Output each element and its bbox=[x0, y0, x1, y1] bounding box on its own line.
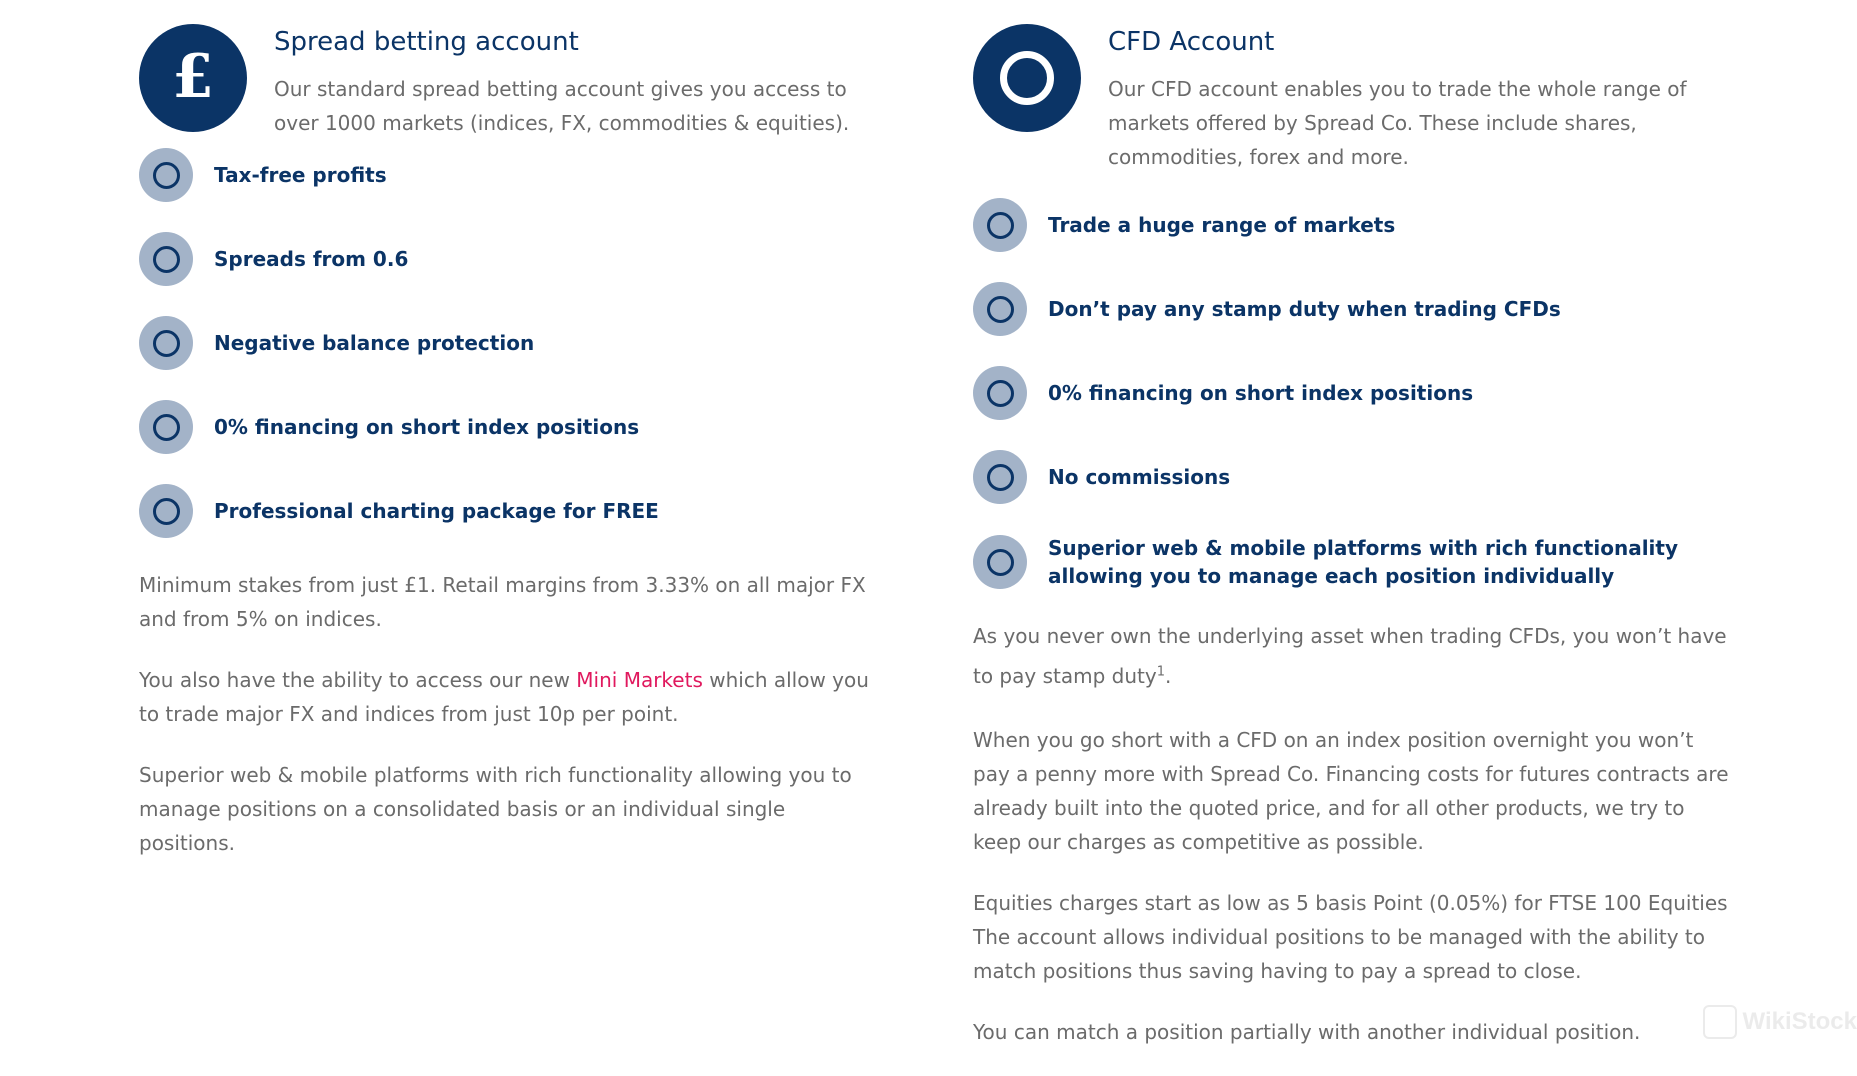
mini-markets-text-after: which allow you to trade major FX and indices from just 10p per point. bbox=[139, 668, 869, 726]
circle-bullet-icon bbox=[139, 316, 193, 370]
list-item bbox=[973, 282, 1733, 336]
circle-bullet-icon bbox=[973, 450, 1027, 504]
cfd-title: CFD Account bbox=[1108, 27, 1275, 57]
stamp-duty-text: As you never own the underlying asset when trading CFDs, you won’t have to pay stamp duty bbox=[973, 624, 1727, 688]
mini-markets-paragraph bbox=[139, 663, 879, 731]
spread-betting-header-text bbox=[274, 24, 879, 140]
list-item bbox=[139, 232, 879, 286]
feature-label: Tax-free profits bbox=[214, 163, 387, 187]
feature-label: 0% financing on short index positions bbox=[214, 415, 640, 439]
platforms-paragraph: Superior web & mobile platforms with rich functionality allowing you to manage positions on a consolidated basis or an individual single positions. bbox=[139, 763, 852, 855]
circle-bullet-icon bbox=[139, 232, 193, 286]
feature-label: Negative balance protection bbox=[214, 331, 535, 355]
list-item bbox=[139, 148, 879, 202]
min-stakes-paragraph: Minimum stakes from just £1. Retail margins from 3.33% on all major FX and from 5% on indices. bbox=[139, 573, 866, 631]
footnote-marker: 1 bbox=[1156, 664, 1165, 680]
list-item bbox=[973, 366, 1733, 420]
circle-bullet-icon bbox=[973, 366, 1027, 420]
feature-label: Spreads from 0.6 bbox=[214, 247, 409, 271]
circle-bullet-icon bbox=[139, 148, 193, 202]
cfd-header-text bbox=[1108, 24, 1708, 174]
feature-label: Trade a huge range of markets bbox=[1048, 213, 1396, 237]
equities-charges-paragraph: Equities charges start as low as 5 basis Point (0.05%) for FTSE 100 Equities The account allows individual positions to be managed with the ability to match positions thus saving having to pay a spread to close. bbox=[973, 891, 1728, 983]
mini-markets-text-before: You also have the ability to access our new bbox=[139, 668, 577, 692]
cfd-feature-list bbox=[973, 198, 1733, 590]
spread-betting-section bbox=[139, 24, 879, 887]
list-item bbox=[973, 450, 1733, 504]
list-item bbox=[139, 484, 879, 538]
feature-label: No commissions bbox=[1048, 465, 1231, 489]
watermark-text: WikiStock bbox=[1742, 1008, 1857, 1035]
list-item bbox=[139, 316, 879, 370]
spread-betting-header bbox=[139, 24, 879, 140]
ring-icon bbox=[973, 24, 1081, 132]
cfd-header bbox=[973, 24, 1733, 174]
circle-bullet-icon bbox=[973, 535, 1027, 589]
cfd-intro: Our CFD account enables you to trade the whole range of markets offered by Spread Co. These include shares, commodities, forex and more. bbox=[1108, 77, 1687, 169]
circle-bullet-icon bbox=[973, 282, 1027, 336]
list-item bbox=[139, 400, 879, 454]
spread-betting-feature-list bbox=[139, 148, 879, 538]
circle-bullet-icon bbox=[139, 484, 193, 538]
feature-label: 0% financing on short index positions bbox=[1048, 381, 1474, 405]
circle-bullet-icon bbox=[139, 400, 193, 454]
short-financing-paragraph: When you go short with a CFD on an index position overnight you won’t pay a penny more with Spread Co. Financing costs for futures contracts are already built into the quoted price, and for all other products, we try to keep our charges as competitive as possible. bbox=[973, 728, 1729, 854]
stamp-duty-text-end: . bbox=[1164, 664, 1172, 688]
feature-label: Superior web & mobile platforms with rich functionality allowing you to manage each position individually bbox=[1048, 536, 1679, 588]
watermark bbox=[1703, 1005, 1857, 1039]
feature-label: Don’t pay any stamp duty when trading CFDs bbox=[1048, 297, 1561, 321]
pound-icon: £ bbox=[139, 24, 247, 132]
partial-match-paragraph: You can match a position partially with another individual position. bbox=[973, 1020, 1641, 1044]
circle-bullet-icon bbox=[973, 198, 1027, 252]
spread-betting-title: Spread betting account bbox=[274, 27, 579, 57]
list-item bbox=[973, 198, 1733, 252]
list-item bbox=[973, 534, 1733, 590]
watermark-logo-icon bbox=[1703, 1005, 1737, 1039]
cfd-section bbox=[973, 24, 1733, 1076]
stamp-duty-paragraph bbox=[973, 616, 1733, 696]
feature-label: Professional charting package for FREE bbox=[214, 499, 659, 523]
spread-betting-intro: Our standard spread betting account gives you access to over 1000 markets (indices, FX, commodities & equities). bbox=[274, 77, 850, 135]
mini-markets-link[interactable]: Mini Markets bbox=[576, 668, 703, 692]
